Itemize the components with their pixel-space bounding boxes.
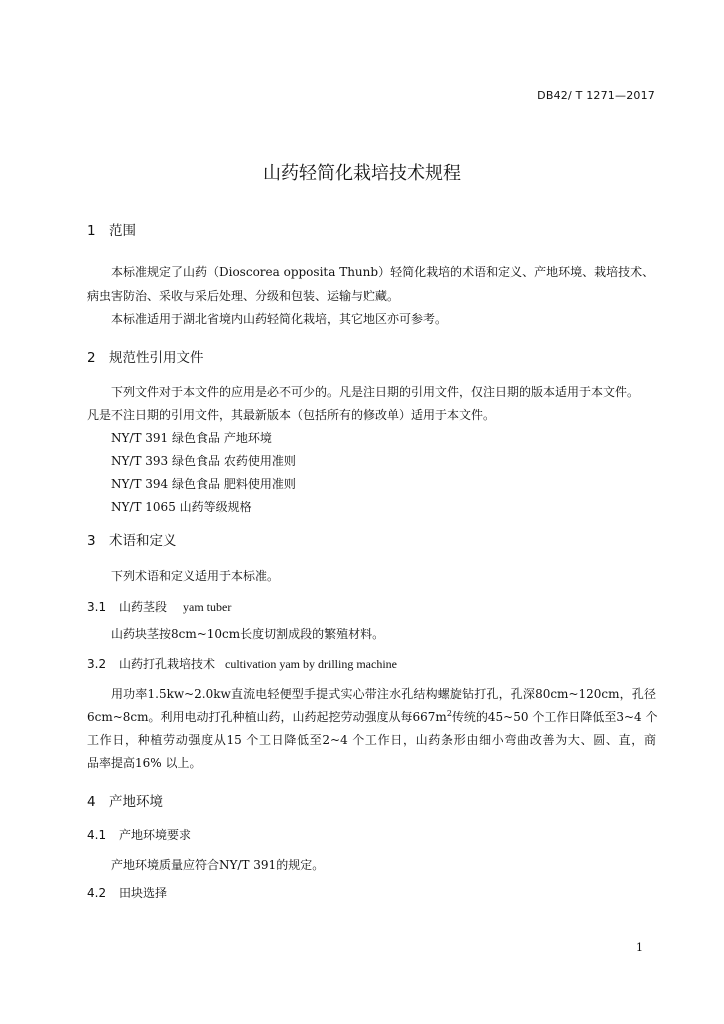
- subsection-number: 4.1: [87, 828, 107, 842]
- section-number: 2: [87, 350, 96, 366]
- term-definition: 山药块茎按8cm~10cm长度切割成段的繁殖材料。: [111, 627, 385, 641]
- paragraph-line: 凡是不注日期的引用文件，其最新版本（包括所有的修改单）适用于本文件。: [87, 408, 496, 422]
- section-number: 4: [87, 794, 96, 810]
- section-title: 范围: [109, 223, 136, 239]
- term-number: 3.1: [87, 600, 107, 614]
- section-heading-1: [87, 219, 136, 239]
- section-number: 1: [87, 223, 96, 239]
- paragraph-line: 工作日，种植劳动强度从15 个工日降低至2~4 个工作日，山药条形由细小弯曲改善为大、圆、直，商: [87, 733, 656, 747]
- section-heading-2: [87, 346, 204, 366]
- page-number: 1: [636, 941, 643, 954]
- superscript: 2: [446, 709, 452, 718]
- reference-item: NY/T 394 绿色食品 肥料使用准则: [111, 477, 296, 491]
- subsection-number: 4.2: [87, 886, 107, 900]
- subsection-title: 田块选择: [119, 886, 168, 900]
- subsection-heading: [87, 884, 167, 901]
- section-heading-3: [87, 529, 177, 549]
- term-english: yam tuber: [183, 600, 232, 614]
- section-title: 规范性引用文件: [109, 350, 204, 366]
- term-english: cultivation yam by drilling machine: [225, 657, 397, 671]
- page-title: 山药轻简化栽培技术规程: [263, 163, 461, 184]
- paragraph-line: 下列文件对于本文件的应用是必不可少的。凡是注日期的引用文件，仅注日期的版本适用于本文件。: [111, 385, 640, 399]
- paragraph: 本标准适用于湖北省境内山药轻简化栽培，其它地区亦可参考。: [111, 312, 448, 326]
- term-heading: [87, 598, 231, 615]
- section-number: 3: [87, 533, 96, 549]
- paragraph-line: 本标准规定了山药（Dioscorea opposita Thunb）轻简化栽培的术语和定义、产地环境、栽培技术、: [111, 265, 655, 279]
- text-fragment: 传统的45~50 个工作日降低至3~4 个: [451, 710, 658, 724]
- paragraph-line: [87, 708, 656, 725]
- section-title: 产地环境: [109, 794, 163, 810]
- subsection-title: 产地环境要求: [119, 828, 192, 842]
- reference-item: NY/T 391 绿色食品 产地环境: [111, 431, 272, 445]
- paragraph-line: 用功率1.5kw~2.0kw直流电轻便型手提式实心带注水孔结构螺旋钻打孔，孔深80cm~120cm，孔径: [111, 687, 656, 701]
- paragraph: 下列术语和定义适用于本标准。: [111, 569, 280, 583]
- paragraph-line: 品率提高16% 以上。: [87, 756, 202, 770]
- reference-item: NY/T 393 绿色食品 农药使用准则: [111, 454, 296, 468]
- subsection-heading: [87, 826, 191, 843]
- term-name: 山药茎段: [119, 600, 168, 614]
- text-fragment: 6cm~8cm。利用电动打孔种植山药，山药起挖劳动强度从每667m: [87, 710, 447, 724]
- paragraph-line: 病虫害防治、采收与采后处理、分级和包装、运输与贮藏。: [87, 289, 400, 303]
- term-name: 山药打孔栽培技术: [119, 657, 216, 671]
- section-title: 术语和定义: [109, 533, 177, 549]
- section-heading-4: [87, 790, 163, 810]
- document-code: DB42/ T 1271—2017: [537, 89, 655, 102]
- reference-item: NY/T 1065 山药等级规格: [111, 500, 252, 514]
- term-heading: [87, 655, 397, 672]
- paragraph: 产地环境质量应符合NY/T 391的规定。: [111, 858, 325, 872]
- term-number: 3.2: [87, 657, 107, 671]
